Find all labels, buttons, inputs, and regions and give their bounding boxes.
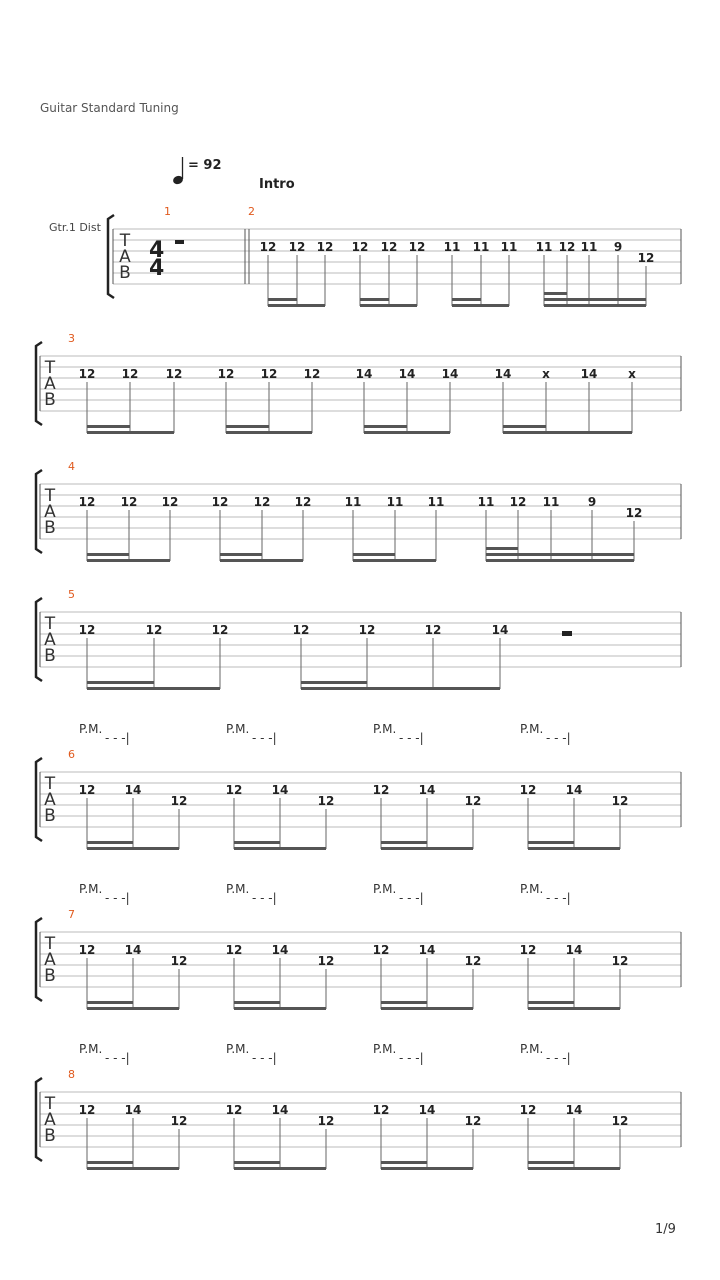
note-beam <box>528 1001 574 1004</box>
tab-fret-number: 12 <box>78 783 96 797</box>
note-beam <box>360 304 417 307</box>
note-beam <box>381 1007 473 1010</box>
note-beam <box>87 841 133 844</box>
palm-mute-label: P.M. <box>79 722 103 736</box>
tab-fret-number: 12 <box>288 240 306 254</box>
tab-fret-number: 12 <box>170 794 188 808</box>
tab-letter-a: A <box>44 790 56 810</box>
tab-fret-number: 14 <box>124 943 142 957</box>
note-beam <box>87 553 129 556</box>
palm-mute-label: P.M. <box>373 882 397 896</box>
tab-letter-a: A <box>44 374 56 394</box>
tab-fret-number: 12 <box>380 240 398 254</box>
tab-fret-number: 14 <box>580 367 598 381</box>
note-beam <box>234 847 326 850</box>
note-beam <box>268 298 297 301</box>
tab-fret-number: 9 <box>613 240 623 254</box>
staff-bracket <box>36 342 42 425</box>
tab-letter-t: T <box>44 1094 56 1114</box>
tab-fret-number: 14 <box>565 1103 583 1117</box>
tab-fret-number: 12 <box>211 623 229 637</box>
staff-bracket <box>36 470 42 553</box>
note-beam <box>87 1001 133 1004</box>
palm-mute-label: P.M. <box>226 882 250 896</box>
palm-mute-label: P.M. <box>226 722 250 736</box>
note-beam <box>87 1161 133 1164</box>
tab-fret-number: 14 <box>124 783 142 797</box>
note-beam <box>234 841 280 844</box>
note-beam <box>226 425 269 428</box>
tab-fret-number: 12 <box>424 623 442 637</box>
note-beam <box>528 1161 574 1164</box>
tab-fret-number: 12 <box>408 240 426 254</box>
half-rest <box>562 631 572 636</box>
note-beam <box>544 304 646 307</box>
note-beam <box>360 298 389 301</box>
note-beam <box>87 681 154 684</box>
tab-fret-number: 12 <box>145 623 163 637</box>
note-beam <box>87 431 174 434</box>
note-beam <box>220 559 303 562</box>
tab-fret-number: 12 <box>225 943 243 957</box>
palm-mute-extension: - - -| <box>105 891 130 905</box>
note-beam <box>503 425 546 428</box>
tab-fret-number: 12 <box>78 623 96 637</box>
note-beam <box>381 1001 427 1004</box>
tab-fret-number: 14 <box>494 367 512 381</box>
palm-mute-extension: - - -| <box>252 731 277 745</box>
note-beam <box>503 431 632 434</box>
staff-bracket <box>36 918 42 1001</box>
tab-letter-t: T <box>44 486 56 506</box>
tab-fret-number: 12 <box>225 783 243 797</box>
tab-fret-number: 12 <box>637 251 655 265</box>
tab-fret-number: 12 <box>225 1103 243 1117</box>
tab-fret-number: 14 <box>271 1103 289 1117</box>
palm-mute-extension: - - -| <box>546 731 571 745</box>
tab-fret-number: 12 <box>292 623 310 637</box>
measure-number: 4 <box>68 460 75 473</box>
palm-mute-label: P.M. <box>373 722 397 736</box>
note-beam <box>220 553 262 556</box>
time-signature <box>149 238 164 281</box>
note-beam <box>381 1167 473 1170</box>
palm-mute-extension: - - -| <box>105 731 130 745</box>
tab-letter-b: B <box>44 646 56 666</box>
tab-fret-number: 12 <box>625 506 643 520</box>
tab-fret-number: 14 <box>565 783 583 797</box>
tab-fret-number: 12 <box>260 367 278 381</box>
tab-fret-number: 12 <box>161 495 179 509</box>
tab-fret-number: 14 <box>355 367 373 381</box>
note-beam <box>226 431 312 434</box>
note-beam <box>87 1167 179 1170</box>
tab-fret-number: 12 <box>170 954 188 968</box>
note-beam <box>486 559 634 562</box>
note-beam <box>486 547 518 550</box>
tab-fret-number: 12 <box>519 943 537 957</box>
tab-fret-number: 12 <box>78 367 96 381</box>
section-label: Intro <box>259 177 295 192</box>
tab-letter-a: A <box>44 1110 56 1130</box>
palm-mute-label: P.M. <box>79 1042 103 1056</box>
tab-fret-number: 11 <box>542 495 560 509</box>
tab-letter-t: T <box>44 774 56 794</box>
tab-fret-number: 11 <box>477 495 495 509</box>
tab-fret-number: 14 <box>271 943 289 957</box>
note-beam <box>301 687 500 690</box>
tab-fret-number: 12 <box>464 1114 482 1128</box>
note-beam <box>544 298 646 301</box>
tab-letter-b: B <box>44 1126 56 1146</box>
tab-fret-number: 14 <box>491 623 509 637</box>
tab-fret-number: 14 <box>418 783 436 797</box>
tab-fret-number: 12 <box>372 943 390 957</box>
note-beam <box>353 559 436 562</box>
tab-fret-number: 11 <box>500 240 518 254</box>
tab-letter-t: T <box>44 934 56 954</box>
tab-fret-number: 14 <box>418 1103 436 1117</box>
palm-mute-extension: - - -| <box>105 1051 130 1065</box>
palm-mute-extension: - - -| <box>252 891 277 905</box>
measure-number: 5 <box>68 588 75 601</box>
palm-mute-extension: - - -| <box>546 891 571 905</box>
tab-fret-number: 11 <box>535 240 553 254</box>
note-beam <box>87 559 170 562</box>
page-number: 1/9 <box>655 1222 676 1237</box>
tab-fret-number: 12 <box>316 240 334 254</box>
note-beam <box>234 1167 326 1170</box>
tab-fret-number: 12 <box>611 954 629 968</box>
tab-letter-b: B <box>44 390 56 410</box>
tab-fret-number: 12 <box>558 240 576 254</box>
whole-rest <box>175 240 184 244</box>
tab-fret-number: 12 <box>372 783 390 797</box>
tab-systems <box>36 205 681 1170</box>
palm-mute-label: P.M. <box>520 722 544 736</box>
tab-fret-number: 12 <box>611 794 629 808</box>
tab-fret-number: 12 <box>165 367 183 381</box>
note-beam <box>528 841 574 844</box>
note-beam <box>234 1001 280 1004</box>
tab-fret-number: 12 <box>217 367 235 381</box>
note-beam <box>452 298 481 301</box>
tab-fret-number: 12 <box>259 240 277 254</box>
tab-fret-number: 12 <box>519 783 537 797</box>
tab-fret-number: 12 <box>211 495 229 509</box>
palm-mute-extension: - - -| <box>399 731 424 745</box>
staff-bracket <box>36 598 42 681</box>
tab-fret-number: 11 <box>386 495 404 509</box>
measure-number: 1 <box>164 205 171 218</box>
tab-letter-b: B <box>44 806 56 826</box>
measure-number: 2 <box>248 205 255 218</box>
time-signature-denominator: 4 <box>149 256 165 281</box>
tab-fret-number: 12 <box>509 495 527 509</box>
note-beam <box>234 1007 326 1010</box>
tab-fret-number: 14 <box>124 1103 142 1117</box>
tab-fret-number: 12 <box>317 954 335 968</box>
tab-fret-number: 12 <box>121 367 139 381</box>
note-beam <box>528 847 620 850</box>
tempo-marking <box>172 157 222 185</box>
tab-fret-number: 11 <box>344 495 362 509</box>
note-beam <box>381 1161 427 1164</box>
tab-letter-a: A <box>119 247 131 267</box>
tab-fret-number: 14 <box>398 367 416 381</box>
tab-fret-number: 12 <box>464 794 482 808</box>
tab-fret-number: x <box>542 367 550 381</box>
measure-number: 6 <box>68 748 75 761</box>
note-beam <box>87 425 130 428</box>
note-beam <box>528 1167 620 1170</box>
note-beam <box>486 553 634 556</box>
tab-fret-number: 12 <box>317 794 335 808</box>
note-beam <box>381 841 427 844</box>
tab-fret-number: 12 <box>358 623 376 637</box>
tab-fret-number: 12 <box>78 1103 96 1117</box>
palm-mute-label: P.M. <box>373 1042 397 1056</box>
tab-letter-a: A <box>44 950 56 970</box>
tab-fret-number: 11 <box>580 240 598 254</box>
tab-fret-number: 11 <box>472 240 490 254</box>
time-signature-numerator: 4 <box>149 238 165 263</box>
tab-fret-number: 12 <box>519 1103 537 1117</box>
note-beam <box>87 1007 179 1010</box>
palm-mute-label: P.M. <box>520 882 544 896</box>
measure-number: 3 <box>68 332 75 345</box>
tab-letter-a: A <box>44 502 56 522</box>
tab-fret-number: 12 <box>372 1103 390 1117</box>
tab-fret-number: 12 <box>170 1114 188 1128</box>
tab-fret-number: 12 <box>317 1114 335 1128</box>
palm-mute-extension: - - -| <box>252 1051 277 1065</box>
tempo-value: = 92 <box>188 158 222 173</box>
note-beam <box>452 304 509 307</box>
tab-fret-number: 14 <box>441 367 459 381</box>
tab-letter-b: B <box>44 518 56 538</box>
staff-bracket <box>36 1078 42 1161</box>
tab-fret-number: 14 <box>418 943 436 957</box>
note-beam <box>544 292 567 295</box>
tab-fret-number: 12 <box>78 495 96 509</box>
tab-fret-number: 12 <box>351 240 369 254</box>
staff-bracket <box>36 758 42 841</box>
measure-number: 8 <box>68 1068 75 1081</box>
tab-fret-number: 12 <box>78 943 96 957</box>
tab-letter-t: T <box>44 358 56 378</box>
tab-letter-a: A <box>44 630 56 650</box>
palm-mute-label: P.M. <box>520 1042 544 1056</box>
note-beam <box>364 431 450 434</box>
tab-fret-number: 12 <box>253 495 271 509</box>
note-beam <box>528 1007 620 1010</box>
tab-fret-number: 12 <box>120 495 138 509</box>
tab-letter-b: B <box>44 966 56 986</box>
tab-fret-number: 14 <box>271 783 289 797</box>
tab-fret-number: 12 <box>611 1114 629 1128</box>
tab-fret-number: 11 <box>427 495 445 509</box>
note-beam <box>381 847 473 850</box>
measure-number: 7 <box>68 908 75 921</box>
palm-mute-extension: - - -| <box>399 1051 424 1065</box>
palm-mute-extension: - - -| <box>546 1051 571 1065</box>
tab-fret-number: 12 <box>464 954 482 968</box>
tab-letter-b: B <box>119 263 131 283</box>
note-beam <box>87 687 220 690</box>
palm-mute-label: P.M. <box>226 1042 250 1056</box>
palm-mute-label: P.M. <box>79 882 103 896</box>
note-beam <box>268 304 325 307</box>
tab-fret-number: 14 <box>565 943 583 957</box>
tab-fret-number: x <box>628 367 636 381</box>
palm-mute-extension: - - -| <box>399 891 424 905</box>
note-beam <box>301 681 367 684</box>
track-name: Gtr.1 Dist <box>49 221 101 234</box>
tab-letter-t: T <box>44 614 56 634</box>
note-beam <box>87 847 179 850</box>
note-beam <box>353 553 395 556</box>
tab-fret-number: 9 <box>587 495 597 509</box>
tab-letter-t: T <box>119 231 131 251</box>
tab-fret-number: 12 <box>294 495 312 509</box>
tab-fret-number: 12 <box>303 367 321 381</box>
note-beam <box>234 1161 280 1164</box>
tuning-label: Guitar Standard Tuning <box>40 101 179 115</box>
note-beam <box>364 425 407 428</box>
tab-fret-number: 11 <box>443 240 461 254</box>
